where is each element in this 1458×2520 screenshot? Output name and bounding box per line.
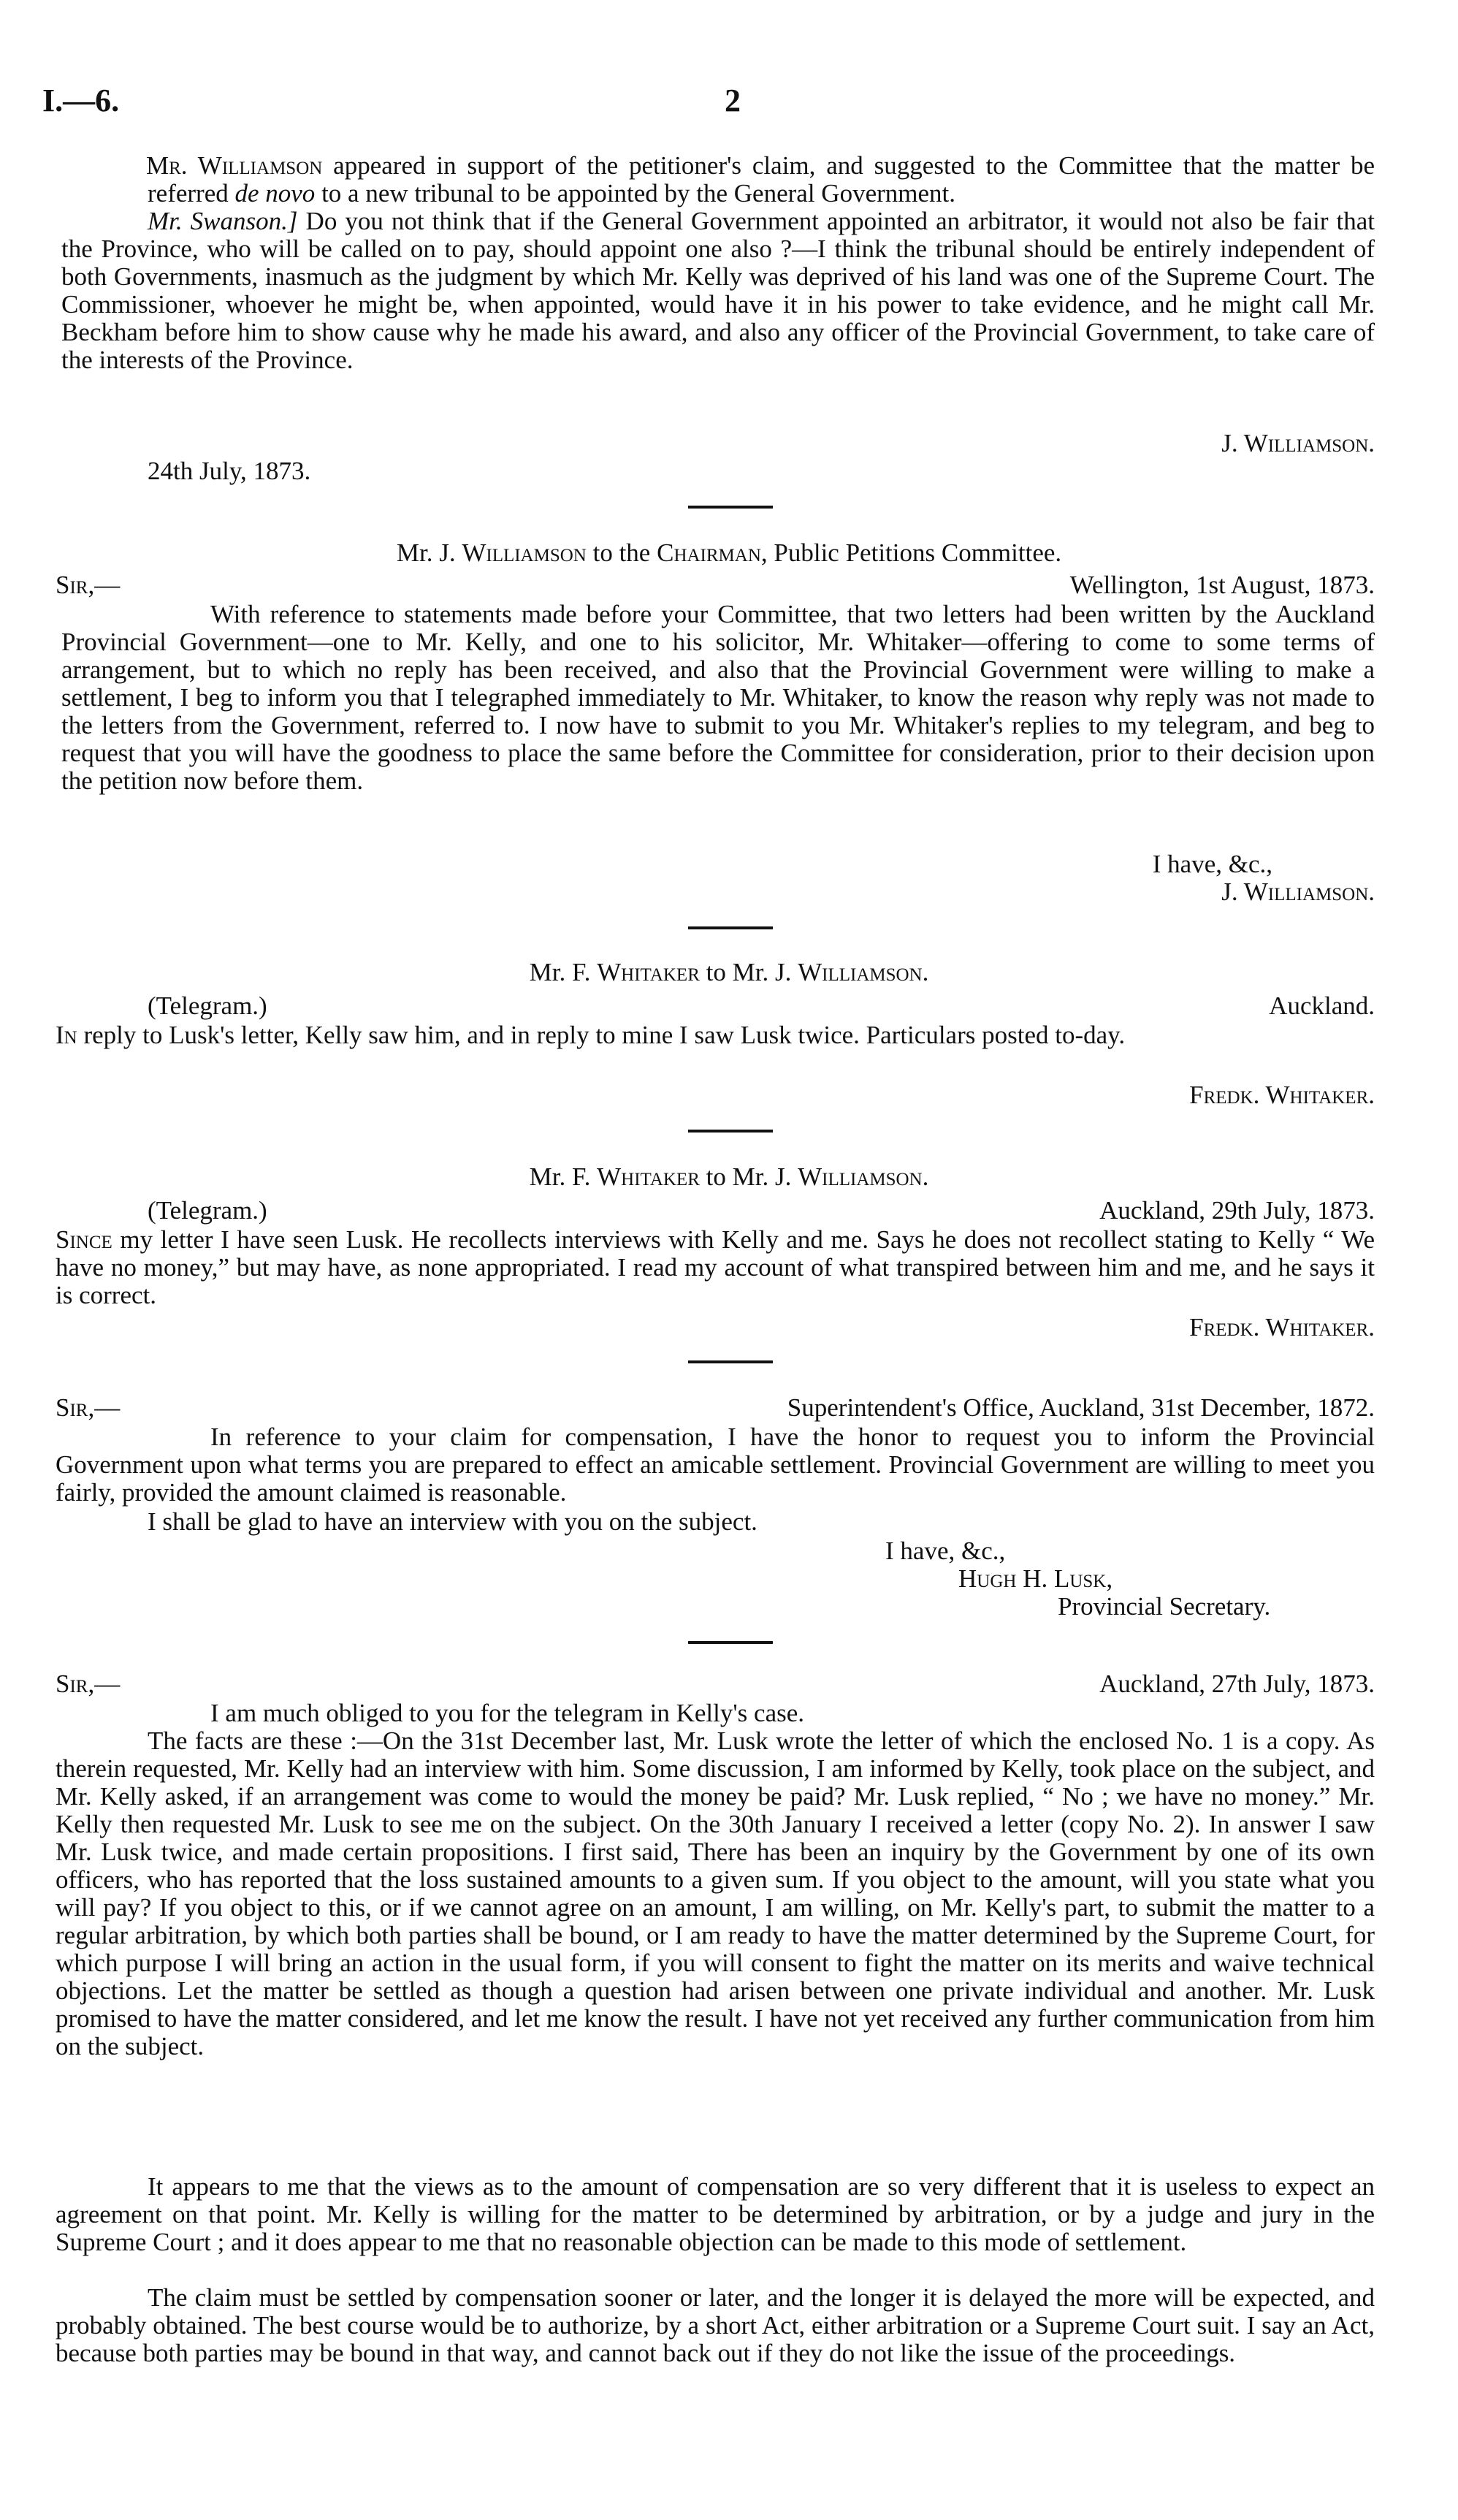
- signature: Hugh H. Lusk,: [958, 1564, 1113, 1593]
- telegram-text: reply to Lusk's letter, Kelly saw him, and in reply to mine I saw Lusk twice. Particulars posted to-day.: [77, 1021, 1126, 1049]
- letter-paragraph: I am much obliged to you for the telegram in Kelly's case.: [210, 1699, 805, 1727]
- closing: I have, &c.,: [885, 1537, 1006, 1565]
- speaker-name: Mr. Williamson: [146, 151, 323, 180]
- place-date: Auckland, 27th July, 1873.: [1099, 1670, 1375, 1698]
- divider: [688, 1641, 773, 1644]
- divider: [688, 1360, 773, 1363]
- paragraph-williamson-appearance: [148, 152, 1375, 208]
- telegram-heading: [0, 1163, 1458, 1191]
- heading-text: Mr. F.: [529, 958, 598, 986]
- letter-body: In reference to your claim for compensation, I have the honor to request you to inform the Provincial Government upon what terms you are prepared to effect an amicable settlement. Provincial Government are willing to meet you fairly, provided the amount claimed is reasonable.: [56, 1423, 1375, 1507]
- heading-name: Williamson.: [798, 1162, 929, 1191]
- signature: J. Williamson.: [1221, 429, 1375, 457]
- heading-text: to the: [586, 538, 657, 567]
- salutation: Sir,—: [56, 571, 121, 599]
- series-number: I.—6.: [42, 83, 120, 118]
- heading-text: , Public Petitions Committee.: [760, 538, 1062, 567]
- divider: [688, 926, 773, 929]
- paragraph-text: to a new tribunal to be appointed by the General Government.: [315, 179, 955, 208]
- letter-heading: [0, 539, 1458, 567]
- salutation: Sir,—: [56, 1393, 121, 1422]
- closing: I have, &c.,: [1152, 850, 1272, 878]
- telegram-type: (Telegram.): [148, 991, 267, 1020]
- signature: J. Williamson.: [1221, 878, 1375, 906]
- letter-paragraph: The claim must be settled by compensation sooner or later, and the longer it is delayed the more will be expected, and probably obtained. The best course would be to authorize, by a short Act, either arbitration or a Supreme Court suit. I say an Act, because both parties may be bound in that way, and cannot back out if they do not like the issue of the proceedings.: [56, 2283, 1375, 2367]
- divider: [688, 506, 773, 509]
- heading-name: Williamson: [462, 538, 587, 567]
- heading-name: Whitaker: [597, 958, 700, 986]
- page-number: 2: [725, 83, 741, 118]
- first-word: Since: [56, 1225, 112, 1254]
- speaker-name: Mr. Swanson.]: [148, 207, 298, 235]
- telegram-text: my letter I have seen Lusk. He recollects interviews with Kelly and me. Says he does not recollect stating to Kelly “ We have no money,” but may have, as none appropriated. I read my account of what transpired between him and me, and he says it is correct.: [56, 1225, 1375, 1309]
- place-date: Wellington, 1st August, 1873.: [1069, 571, 1375, 599]
- signature: Fredk. Whitaker.: [1189, 1081, 1375, 1109]
- paragraph-swanson-question: [61, 208, 1375, 374]
- letter-body: With reference to statements made before your Committee, that two letters had been written by the Auckland Provincial Government—one to Mr. Kelly, and one to his solicitor, Mr. Whitaker—offering to come to some terms of arrangement, but to which no reply has been received, and also that the Provincial Government were willing to make a settlement, I beg to inform you that I telegraphed immediately to Mr. Whitaker, to know the reason why reply was not made to the letters from the Government, referred to. I now have to submit to you Mr. Whitaker's replies to my telegram, and beg to request that you will have the goodness to place the same before the Committee for consideration, prior to their decision upon the petition now before them.: [61, 600, 1375, 795]
- heading-name: Whitaker: [597, 1162, 700, 1191]
- heading-text: to Mr. J.: [699, 958, 798, 986]
- heading-text: to Mr. J.: [699, 1162, 798, 1191]
- place-date: Auckland, 29th July, 1873.: [1099, 1196, 1375, 1225]
- paragraph-text: Do you not think that if the General Government appointed an arbitrator, it would not also be fair that the Province, who will be called on to pay, should appoint one also ?—I think the tribunal should be entirely independent of both Governments, inasmuch as the judgment by which Mr. Kelly was deprived of his land was one of the Supreme Court. The Commissioner, whoever he might be, when appointed, would have it in his power to take evidence, and he might call Mr. Beckham before him to show cause why he made his award, and also any officer of the Provincial Government, to take care of the interests of the Province.: [61, 207, 1375, 374]
- heading-text: Mr. F.: [529, 1162, 598, 1191]
- letter-paragraph: The facts are these :—On the 31st December last, Mr. Lusk wrote the letter of which the enclosed No. 1 is a copy. As therein requested, Mr. Kelly had an interview with him. Some discussion, I am informed by Kelly, took place on the subject, and Mr. Kelly asked, if an arrangement was come to would the money be paid? Mr. Lusk replied, “ No ; we have no money.” Mr. Kelly then requested Mr. Lusk to see me on the subject. On the 30th January I received a letter (copy No. 2). In answer I saw Mr. Lusk twice, and made certain propositions. I first said, There has been an inquiry by the Government by one of its own officers, who has reported that the loss sustained amounts to a given sum. If you object to the amount, will you state what you will pay? If you object to this, or if we cannot agree on an amount, I am willing, on Mr. Kelly's part, to submit the matter to a regular arbitration, by which both parties shall be bound, or I am ready to have the matter determined by the Supreme Court, for which purpose I will bring an action in the usual form, if you will consent to fight the matter on its merits and waive technical objections. Let the matter be settled as though a question had arisen between one private individual and another. Mr. Lusk promised to have the matter considered, and let me know the result. I have not yet received any further communication from him on the subject.: [56, 1727, 1375, 2060]
- paragraph-text: appeared in support of the petitioner's claim, and suggested to the Committee that the matter be referred: [148, 151, 1375, 208]
- telegram-type: (Telegram.): [148, 1196, 267, 1225]
- heading-name: Williamson.: [798, 958, 929, 986]
- date-line: 24th July, 1873.: [148, 457, 311, 485]
- heading-text: Mr. J.: [396, 538, 462, 567]
- heading-name: Chairman: [657, 538, 761, 567]
- signature: Fredk. Whitaker.: [1189, 1313, 1375, 1341]
- letter-paragraph: It appears to me that the views as to the amount of compensation are so very different that it is useless to expect an agreement on that point. Mr. Kelly is willing for the matter to be determined by arbitration, or by a judge and jury in the Supreme Court ; and it does appear to me that no reasonable objection can be made to this mode of settlement.: [56, 2172, 1375, 2256]
- italic-phrase: de novo: [234, 179, 316, 208]
- first-word: In: [56, 1021, 77, 1049]
- telegram-heading: [0, 959, 1458, 986]
- salutation: Sir,—: [56, 1670, 121, 1698]
- signatory-title: Provincial Secretary.: [1058, 1592, 1271, 1621]
- divider: [688, 1130, 773, 1133]
- telegram-body: [56, 1226, 1375, 1309]
- place-date: Superintendent's Office, Auckland, 31st December, 1872.: [787, 1393, 1375, 1422]
- telegram-body: [56, 1021, 1375, 1049]
- letter-body-2: I shall be glad to have an interview with you on the subject.: [148, 1507, 757, 1536]
- place: Auckland.: [1269, 991, 1375, 1020]
